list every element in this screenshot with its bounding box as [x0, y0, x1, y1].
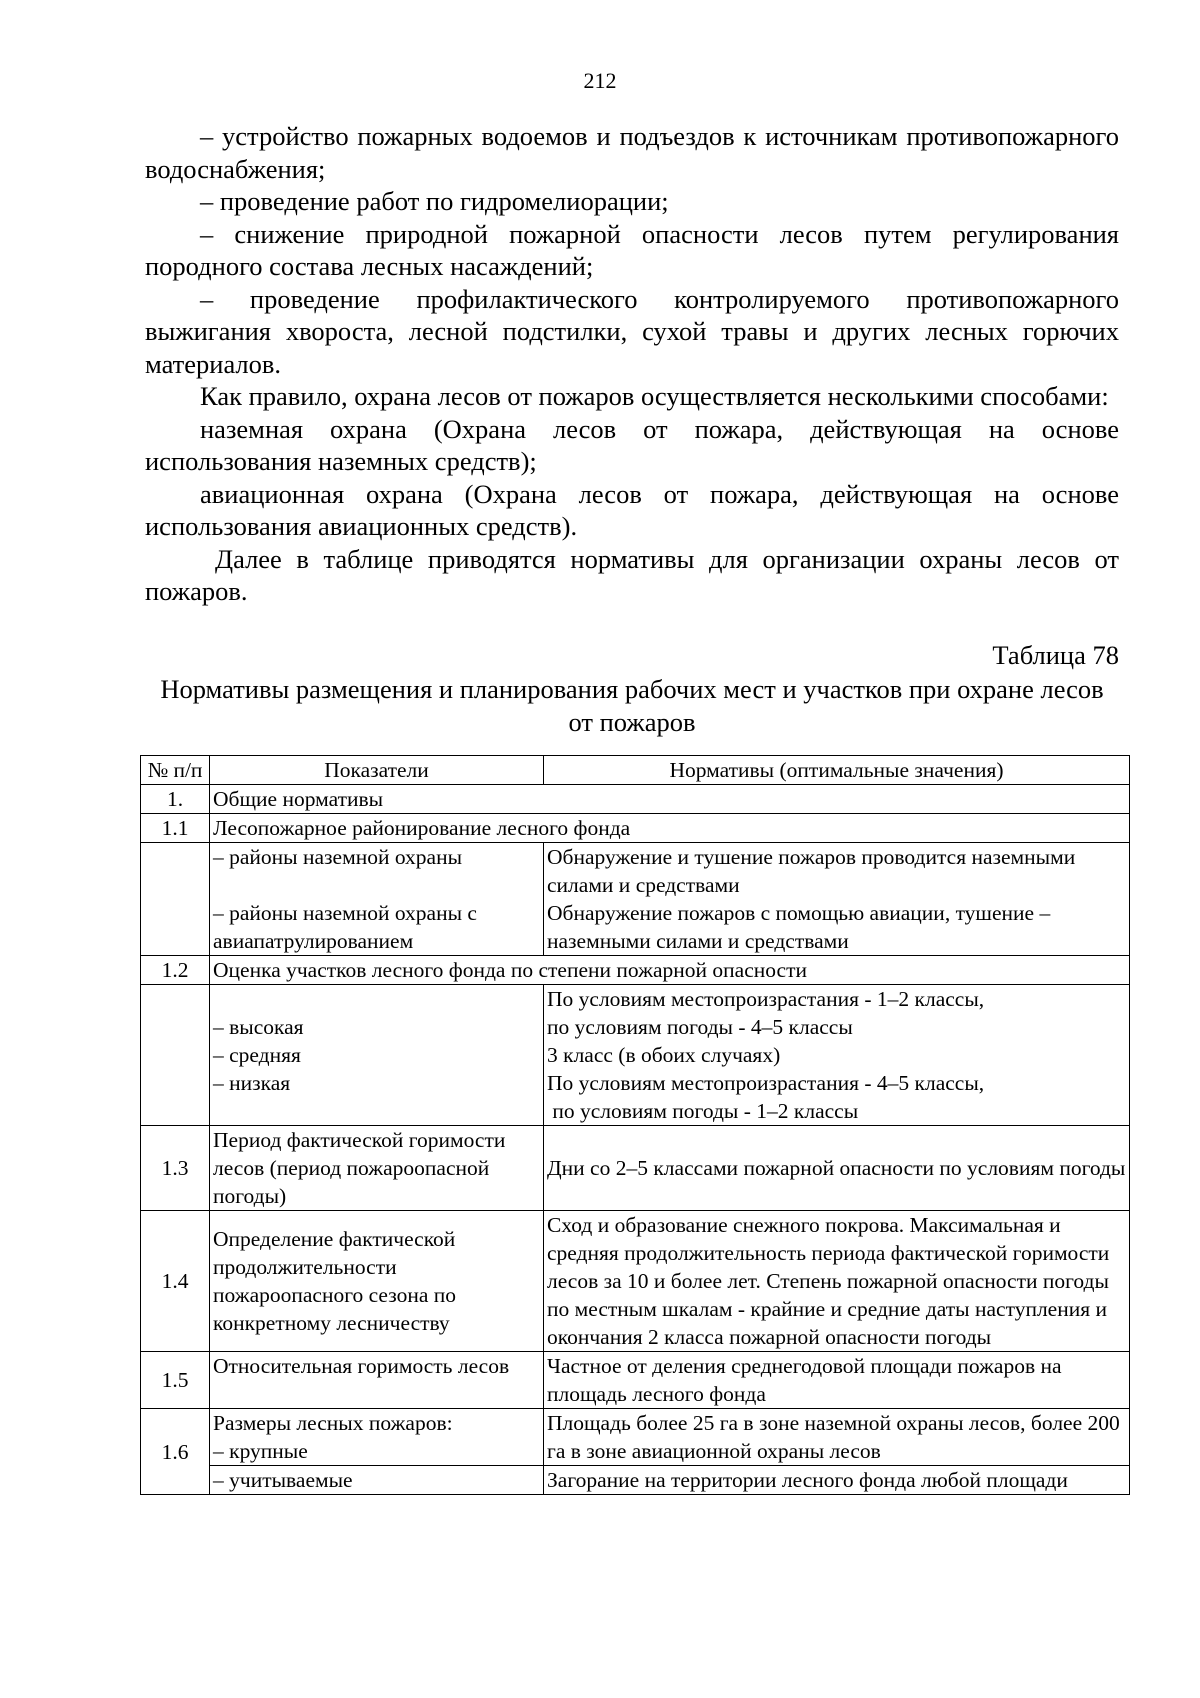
norm-cell: Сход и образование снежного покрова. Максимальная и средняя продолжительность периода фактической горимости лесов за 10 и более лет. Степень пожарной опасности погоды по местным шкалам - крайние и средние даты наступления и окончания 2 класса пожарной опасности погоды: [544, 1211, 1130, 1352]
table-row: [141, 956, 1130, 985]
norm-value: по условиям погоды - 1–2 классы: [547, 1099, 859, 1123]
table-row: [141, 1409, 1130, 1466]
row-number: 1.4: [141, 1211, 210, 1352]
indicator-cell: [210, 1409, 544, 1466]
norm-value: Обнаружение пожаров с помощью авиации, тушение – наземными силами и средствами: [547, 901, 1051, 953]
row-number: 1.2: [141, 956, 210, 985]
norm-value: По условиям местопроизрастания - 1–2 классы,: [547, 987, 985, 1011]
body-text: [145, 120, 1119, 608]
norm-cell: [544, 985, 1130, 1126]
indicator-label: – крупные: [213, 1439, 308, 1463]
indicator-cell: Относительная горимость лесов: [210, 1352, 544, 1409]
indicator-label: – районы наземной охраны: [213, 845, 463, 869]
paragraph: Далее в таблице приводятся нормативы для организации охраны лесов от пожаров.: [145, 543, 1119, 606]
column-header: № п/п: [141, 756, 210, 785]
norm-cell: Площадь более 25 га в зоне наземной охраны лесов, более 200 га в зоне авиационной охраны лесов: [544, 1409, 1130, 1466]
column-header: Нормативы (оптимальные значения): [544, 756, 1130, 785]
row-number: [141, 843, 210, 956]
paragraph: – устройство пожарных водоемов и подъездов к источникам противопожарного водоснабжения;: [145, 121, 1119, 184]
indicator-cell: Определение фактической продолжительности пожароопасного сезона по конкретному лесничеству: [210, 1211, 544, 1352]
table-row: [141, 785, 1130, 814]
indicator-cell: [210, 843, 544, 956]
paragraph: – снижение природной пожарной опасности лесов путем регулирования породного состава лесных насаждений;: [145, 218, 1119, 281]
row-number: 1.: [141, 785, 210, 814]
norm-cell: Частное от деления среднегодовой площади пожаров на площадь лесного фонда: [544, 1352, 1130, 1409]
table-header-row: [141, 756, 1130, 785]
paragraph: авиационная охрана (Охрана лесов от пожара, действующая на основе использования авиационных средств).: [145, 478, 1119, 541]
row-number: 1.6: [141, 1409, 210, 1495]
column-header: Показатели: [210, 756, 544, 785]
norm-value: По условиям местопроизрастания - 4–5 классы,: [547, 1071, 985, 1095]
indicator-label: – средняя: [213, 1043, 301, 1067]
norms-table: [140, 755, 1130, 1495]
paragraph: – проведение работ по гидромелиорации;: [200, 186, 669, 216]
row-number: 1.3: [141, 1126, 210, 1211]
paragraph: наземная охрана (Охрана лесов от пожара, действующая на основе использования наземных средств);: [145, 413, 1119, 476]
indicator-label: – высокая: [213, 1015, 304, 1039]
table-row: [141, 1126, 1130, 1211]
table-row: [141, 1466, 1130, 1495]
row-number: 1.5: [141, 1352, 210, 1409]
norm-value: 3 класс (в обоих случаях): [547, 1043, 781, 1067]
norm-cell: Загорание на территории лесного фонда любой площади: [544, 1466, 1130, 1495]
table-title: Нормативы размещения и планирования рабочих мест и участков при охране лесов от пожаров: [160, 674, 1104, 737]
norm-cell: [544, 843, 1130, 956]
indicator-cell: Период фактической горимости лесов (период пожароопасной погоды): [210, 1126, 544, 1211]
table-label: Таблица 78: [992, 640, 1119, 670]
table-row: [141, 1211, 1130, 1352]
page-number: 212: [583, 68, 617, 93]
table-row: [141, 814, 1130, 843]
indicator-cell: – учитываемые: [210, 1466, 544, 1495]
paragraph: Как правило, охрана лесов от пожаров осуществляется несколькими способами:: [200, 381, 1109, 411]
indicator-label: – районы наземной охраны с авиапатрулированием: [213, 901, 477, 953]
indicator-label: – низкая: [213, 1071, 291, 1095]
table-row: [141, 1352, 1130, 1409]
norm-cell: Дни со 2–5 классами пожарной опасности по условиям погоды: [544, 1126, 1130, 1211]
norm-value: по условиям погоды - 4–5 классы: [547, 1015, 853, 1039]
row-number: [141, 985, 210, 1126]
indicator-label: Размеры лесных пожаров:: [213, 1411, 453, 1435]
section-heading: Общие нормативы: [210, 785, 1130, 814]
indicator-cell: [210, 985, 544, 1126]
section-heading: Оценка участков лесного фонда по степени пожарной опасности: [210, 956, 1130, 985]
table-row: [141, 985, 1130, 1126]
section-heading: Лесопожарное районирование лесного фонда: [210, 814, 1130, 843]
row-number: 1.1: [141, 814, 210, 843]
paragraph: – проведение профилактического контролируемого противопожарного выжигания хвороста, лесной подстилки, сухой травы и других лесных горючих материалов.: [145, 283, 1119, 379]
table-row: [141, 843, 1130, 956]
norm-value: Обнаружение и тушение пожаров проводится наземными силами и средствами: [547, 845, 1076, 897]
